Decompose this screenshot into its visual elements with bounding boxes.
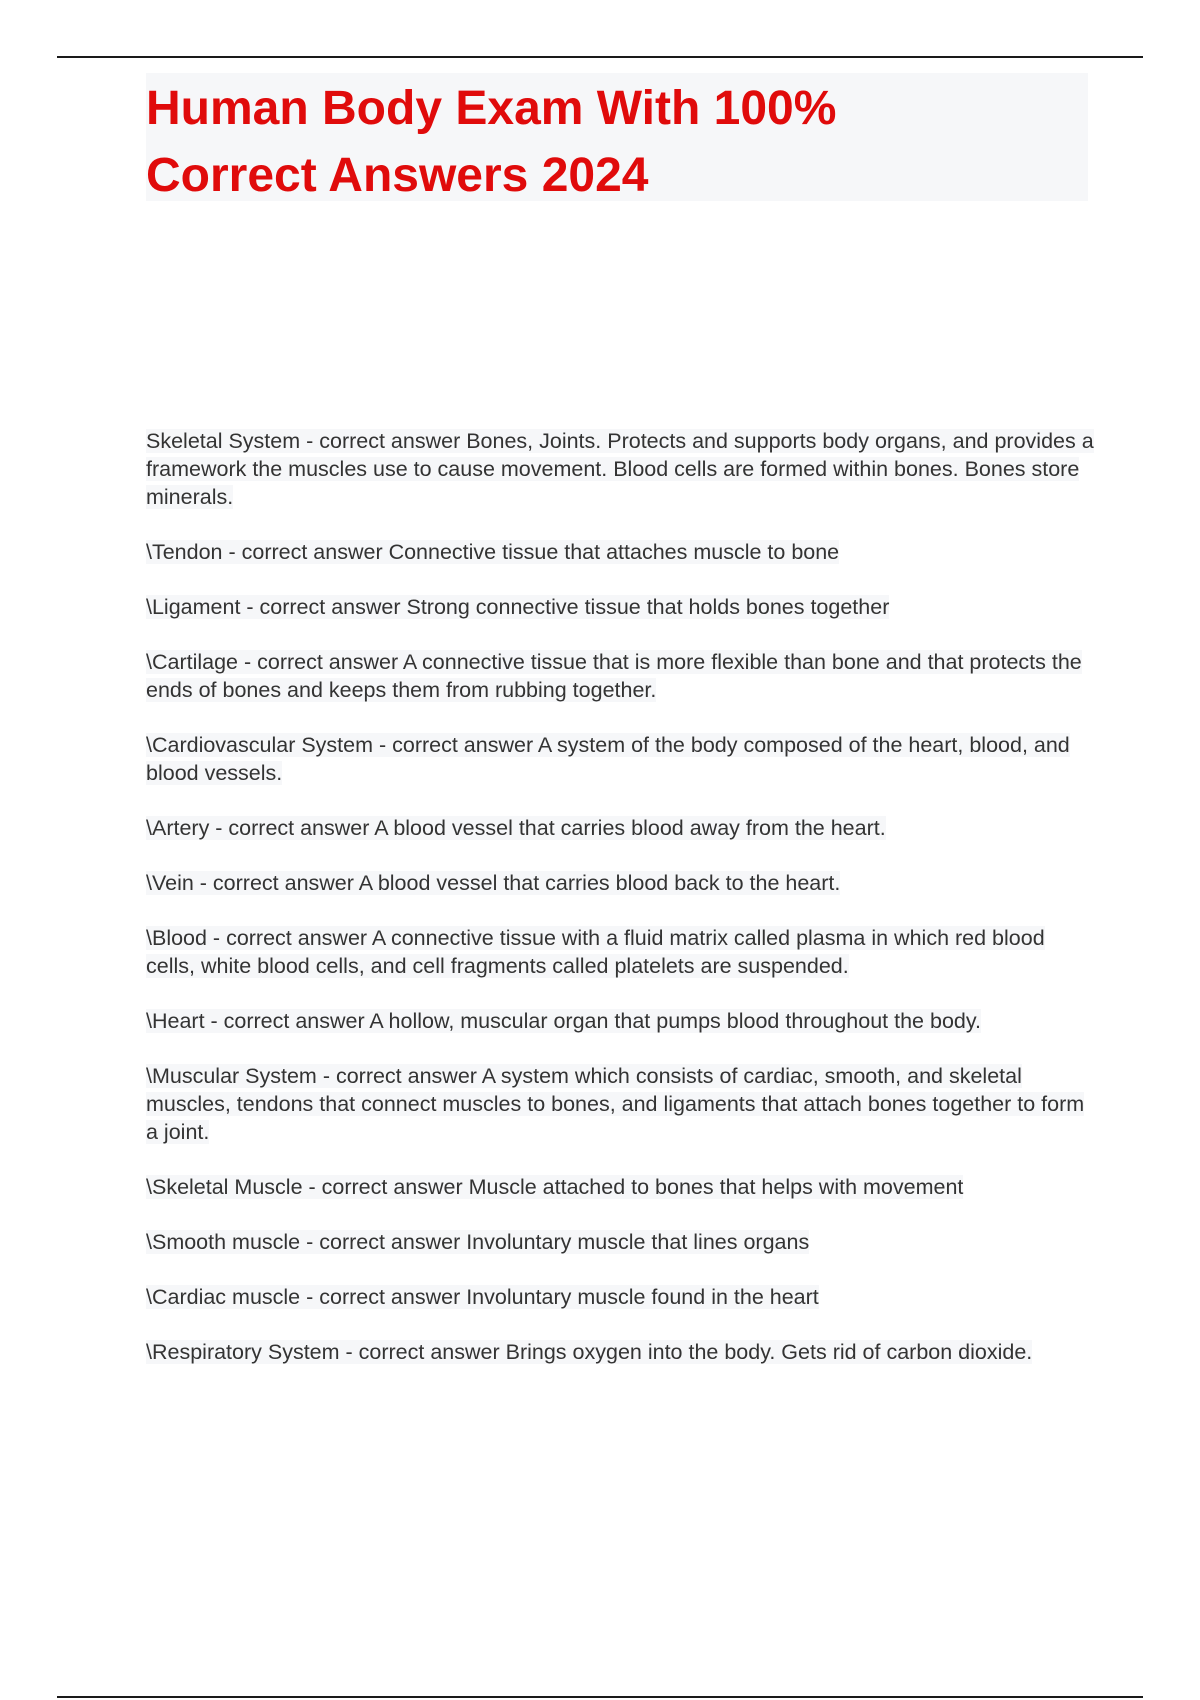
entry-text: \Smooth muscle - correct answer Involuntary muscle that lines organs [146,1230,810,1254]
entry-text: \Cartilage - correct answer A connective tissue that is more flexible than bone and that protects the ends of bones and keeps them from rubbing together. [146,650,1082,702]
entry-text: \Cardiovascular System - correct answer A system of the body composed of the heart, blood, and blood vessels. [146,733,1070,785]
answer-list [146,427,1096,1393]
entry-text: Skeletal System - correct answer Bones, Joints. Protects and supports body organs, and provides a framework the muscles use to cause movement. Blood cells are formed within bones. Bones store minerals. [146,429,1094,509]
title-line-1: Human Body Exam With 100% [146,82,837,135]
entry-text: \Muscular System - correct answer A system which consists of cardiac, smooth, and skeletal muscles, tendons that connect muscles to bones, and ligaments that attach bones together to form a joint. [146,1064,1085,1144]
list-item [146,814,1096,842]
entry-text: \Blood - correct answer A connective tissue with a fluid matrix called plasma in which red blood cells, white blood cells, and cell fragments called platelets are suspended. [146,926,1045,978]
list-item [146,1283,1096,1311]
title-line-2: Correct Answers 2024 [146,149,649,202]
document-title [146,73,1088,209]
entry-text: \Artery - correct answer A blood vessel that carries blood away from the heart. [146,816,886,840]
list-item [146,593,1096,621]
list-item [146,427,1096,511]
title-block [146,73,1088,201]
top-rule [57,56,1143,58]
entry-text: \Respiratory System - correct answer Brings oxygen into the body. Gets rid of carbon dioxide. [146,1340,1033,1364]
list-item [146,731,1096,787]
bottom-rule [57,1696,1143,1698]
list-item [146,1338,1096,1366]
entry-text: \Cardiac muscle - correct answer Involuntary muscle found in the heart [146,1285,819,1309]
entry-text: \Skeletal Muscle - correct answer Muscle attached to bones that helps with movement [146,1175,964,1199]
list-item [146,538,1096,566]
entry-text: \Ligament - correct answer Strong connective tissue that holds bones together [146,595,890,619]
list-item [146,1228,1096,1256]
entry-text: \Heart - correct answer A hollow, muscular organ that pumps blood throughout the body. [146,1009,981,1033]
list-item [146,648,1096,704]
list-item [146,924,1096,980]
list-item [146,1062,1096,1146]
list-item [146,1007,1096,1035]
entry-text: \Tendon - correct answer Connective tissue that attaches muscle to bone [146,540,840,564]
entry-text: \Vein - correct answer A blood vessel that carries blood back to the heart. [146,871,841,895]
list-item [146,1173,1096,1201]
list-item [146,869,1096,897]
